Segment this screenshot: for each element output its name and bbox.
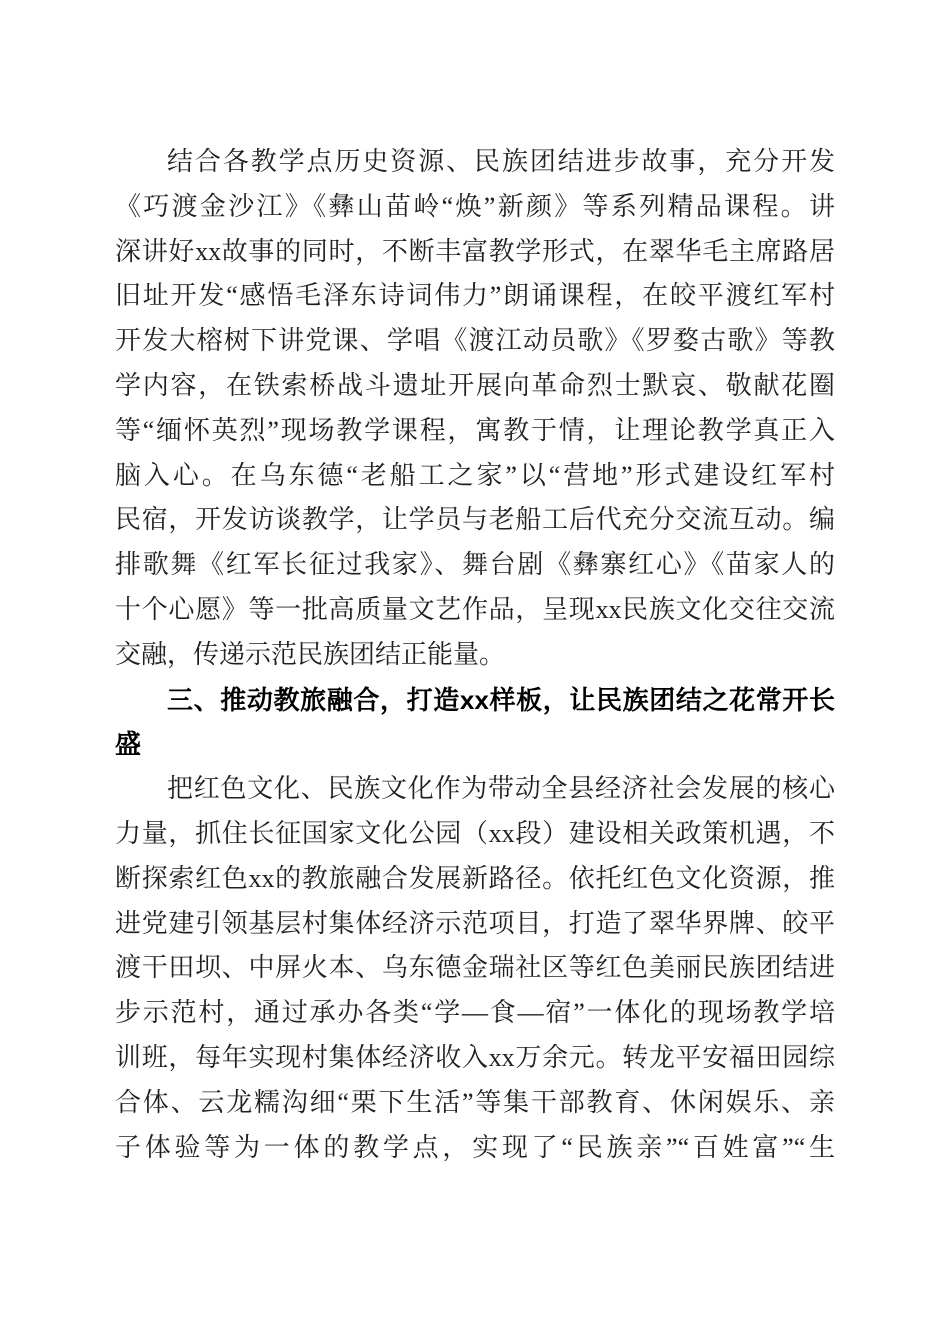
section-heading-3 bbox=[115, 678, 835, 768]
text-line: 交融，传递示范民族团结正能量。 bbox=[115, 639, 506, 669]
heading-line: 盛 bbox=[115, 729, 142, 760]
text-line: 结合各教学点历史资源、民族团结进步故事，充分开发 bbox=[167, 147, 835, 176]
text-line: 脑入心。在乌东德“老船工之家”以“营地”形式建设红军村 bbox=[115, 460, 835, 490]
text-line: 子体验等为一体的教学点，实现了“民族亲”“百姓富”“生 bbox=[115, 1132, 835, 1162]
text-line: 力量，抓住长征国家文化公园（xx段）建设相关政策机遇，不 bbox=[115, 818, 835, 848]
text-line: 把红色文化、民族文化作为带动全县经济社会发展的核心 bbox=[167, 774, 835, 804]
body-paragraph-1 bbox=[115, 140, 835, 678]
text-line: 断探索红色xx的教旅融合发展新路径。依托红色文化资源，推 bbox=[115, 863, 835, 893]
text-line: 步示范村，通过承办各类“学—食—宿”一体化的现场教学培 bbox=[115, 998, 835, 1028]
document-body bbox=[115, 140, 835, 1170]
text-line: 开发大榕树下讲党课、学唱《渡江动员歌》《罗婺古歌》等教 bbox=[115, 326, 835, 356]
body-paragraph-2 bbox=[115, 767, 835, 1170]
text-line: 《巧渡金沙江》《彝山苗岭“焕”新颜》等系列精品课程。讲 bbox=[115, 191, 835, 221]
text-line: 十个心愿》等一批高质量文艺作品，呈现xx民族文化交往交流 bbox=[115, 594, 835, 624]
text-line: 进党建引领基层村集体经济示范项目，打造了翠华界牌、皎平 bbox=[115, 908, 835, 938]
text-line: 合体、云龙糯沟细“栗下生活”等集干部教育、休闲娱乐、亲 bbox=[115, 1087, 835, 1117]
text-line: 渡干田坝、中屏火本、乌东德金瑞社区等红色美丽民族团结进 bbox=[115, 953, 835, 983]
text-line: 旧址开发“感悟毛泽东诗词伟力”朗诵课程，在皎平渡红军村 bbox=[115, 281, 835, 311]
text-line: 民宿，开发访谈教学，让学员与老船工后代充分交流互动。编 bbox=[115, 505, 835, 535]
heading-line: 三、推动教旅融合，打造xx样板，让民族团结之花常开长 bbox=[167, 684, 835, 715]
text-line: 学内容，在铁索桥战斗遗址开展向革命烈士默哀、敬献花圈 bbox=[115, 370, 835, 400]
text-line: 等“缅怀英烈”现场教学课程，寓教于情，让理论教学真正入 bbox=[115, 415, 835, 445]
text-line: 排歌舞《红军长征过我家》、舞台剧《彝寨红心》《苗家人的 bbox=[115, 550, 835, 580]
text-line: 训班，每年实现村集体经济收入xx万余元。转龙平安福田园综 bbox=[115, 1042, 835, 1072]
text-line: 深讲好xx故事的同时，不断丰富教学形式，在翠华毛主席路居 bbox=[115, 236, 835, 266]
